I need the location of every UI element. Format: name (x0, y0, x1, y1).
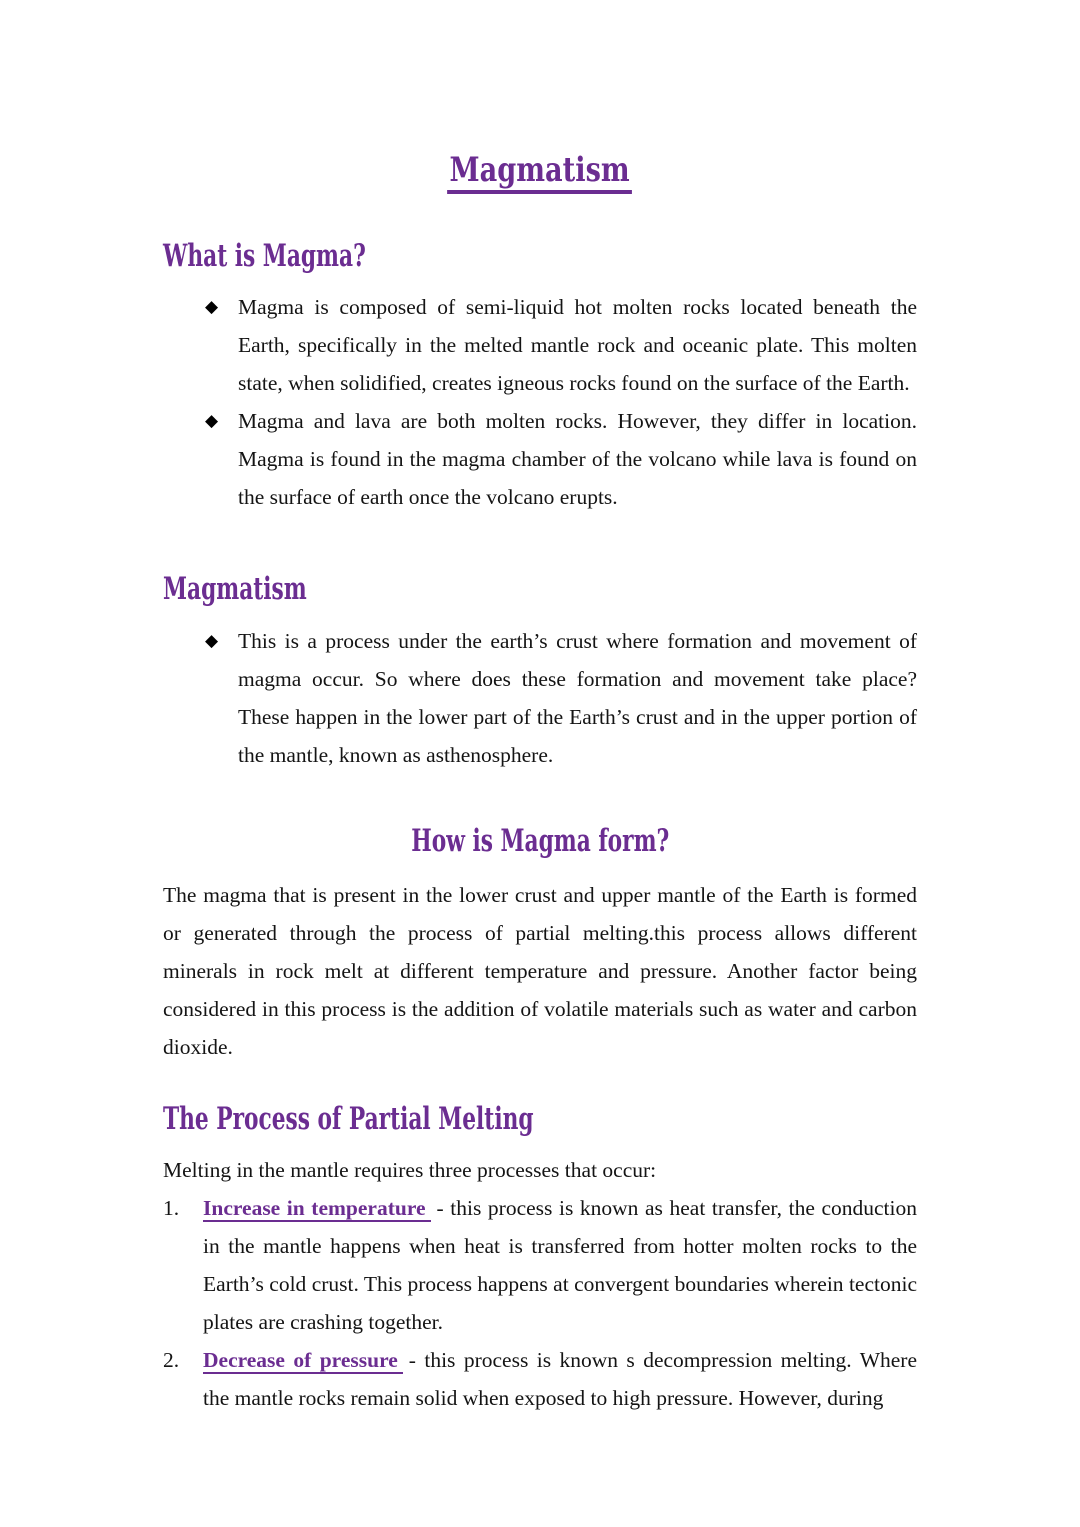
bullet-text: This is a process under the earth’s crust where formation and movement of magma occur. So where does these formation and movement take place? These happen in the lower part of the Earth’s crust and in the upper portion of the mantle, known as asthenosphere. (238, 628, 917, 767)
what-is-magma-bullet-list (163, 288, 917, 516)
heading-partial-melting-label: The Process of Partial Melting (163, 1100, 534, 1137)
item-text: - this process is known as heat transfer, the conduction in the mantle happens when heat is transferred from hotter molten rocks to the Earth’s cold crust. This process happens at convergent boundaries wherein tectonic plates are crashing together. (203, 1196, 917, 1335)
diamond-bullet-icon: ◆ (205, 297, 219, 318)
heading-partial-melting (163, 1102, 917, 1138)
heading-what-is-magma (163, 239, 917, 275)
heading-how-is-magma-form-label: How is Magma form? (411, 822, 669, 859)
magmatism-bullet-list (163, 622, 917, 774)
heading-magmatism-label: Magmatism (163, 571, 307, 608)
bullet-text: Magma is composed of semi-liquid hot molten rocks located beneath the Earth, specifically in the melted mantle rock and oceanic plate. This molten state, when solidified, creates igneous rocks found on the surface of the Earth. (238, 295, 917, 396)
list-item (163, 402, 917, 516)
heading-how-is-magma-form (163, 824, 917, 860)
numbered-item (163, 1341, 917, 1417)
list-item (163, 622, 917, 774)
list-item (163, 288, 917, 402)
item-term-link: Decrease of pressure (203, 1348, 403, 1374)
document-title: Magmatism (448, 151, 633, 194)
item-text: - this process is known s decompression melting. Where the mantle rocks remain solid when exposed to high pressure. However, during (203, 1348, 917, 1411)
item-term-link: Increase in temperature (203, 1196, 431, 1222)
partial-melting-intro: Melting in the mantle requires three processes that occur: (163, 1158, 657, 1183)
heading-what-is-magma-label: What is Magma? (163, 237, 366, 274)
diamond-bullet-icon: ◆ (205, 411, 219, 432)
numbered-item (163, 1189, 917, 1341)
bullet-text: Magma and lava are both molten rocks. However, they differ in location. Magma is found in the magma chamber of the volcano while lava is found on the surface of earth once the volcano erupts. (238, 409, 917, 510)
title-container (163, 128, 917, 217)
item-number: 2. (163, 1348, 180, 1373)
diamond-bullet-icon: ◆ (205, 630, 219, 651)
heading-magmatism (163, 572, 917, 608)
how-is-magma-form-paragraph: The magma that is present in the lower crust and upper mantle of the Earth is formed or generated through the process of partial melting.this process allows different minerals in rock melt at different temperature and pressure. Another factor being considered in this process is the addition of volatile materials such as water and carbon dioxide. (163, 882, 917, 1059)
item-number: 1. (163, 1196, 180, 1221)
partial-melting-numbered-list (163, 1189, 917, 1417)
